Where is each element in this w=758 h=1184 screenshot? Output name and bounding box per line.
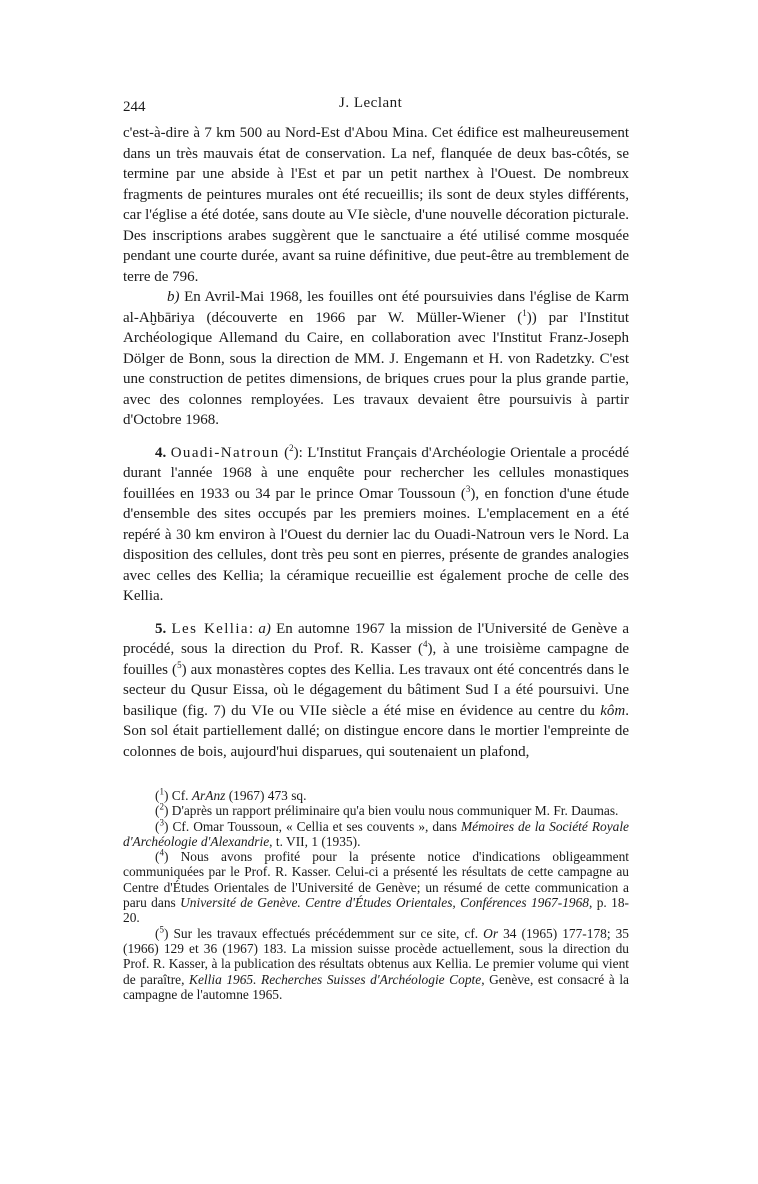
- footnote-italic: Université de Genève. Centre d'Études Orientales, Conférences 1967-1968: [180, 895, 589, 911]
- footnote-marker: 5: [159, 924, 164, 935]
- running-title: J. Leclant: [339, 95, 403, 111]
- footnote-marker: 3: [159, 817, 164, 828]
- footnote-ref: 1: [522, 307, 527, 318]
- item-label: a): [258, 620, 271, 637]
- footnote-italic: Mémoires de la Société Royale d'Archéologie d'Alexandrie: [123, 818, 629, 849]
- footnote-1: ($^1$) Cf. ArAnz (1967) 473 sq.: [155, 786, 307, 803]
- footnote-ref: 2: [289, 442, 294, 453]
- footnote-italic: Kellia 1965. Recherches Suisses d'Archéologie Copte: [189, 971, 482, 987]
- paragraph-text: . Son sol était partiellement dallé; on distingue encore dans le mortier l'empreinte de colonnes de bois, aujourd'hui disparues, qui soutenaient un plafond,: [123, 702, 629, 760]
- section-place: Les Kellia: [171, 620, 249, 637]
- paragraph-text: ), à une troisième campagne de fouilles (: [123, 641, 629, 678]
- footnote-3: ($^3$) Cf. Omar Toussoun, « Cellia et ses couvents », dans Mémoires de la Société Royale d'Archéologie d'Alexandrie, t. VII, 1 (1935).: [123, 817, 629, 849]
- paragraph-text: En automne 1967 la mission de l'Université de Genève a procédé, sous la direction du Prof. R. Kasser (: [123, 620, 630, 657]
- section-place: Ouadi-Natroun: [170, 444, 280, 461]
- footnote-4: ($^4$) Nous avons profité pour la présente notice d'indications obligeamment communiquées par le Prof. R. Kasser. Celui-ci a présenté les résultats de cette campagne au Centre d'Études Orientales de l'Université de Genève; un résumé de cette communication a paru dans Université de Genève. Centre d'Études Orientales, Conférences 1967-1968, p. 18-20.: [123, 847, 629, 926]
- footnote-text: D'après un rapport préliminaire qu'a bien voulu nous communiquer M. Fr. Daumas.: [168, 803, 619, 819]
- italic-term: kôm: [600, 702, 626, 719]
- section-number: 4.: [155, 444, 167, 461]
- page-number: 244: [123, 99, 146, 115]
- paragraph-text: :: [249, 620, 259, 637]
- footnote-marker: 4: [159, 847, 164, 858]
- paragraph-abou-mina: [123, 123, 629, 287]
- page-header: [123, 95, 629, 117]
- document-page: [123, 95, 629, 1002]
- footnote-italic: Or: [483, 925, 499, 941]
- paragraph-text: c'est-à-dire à 7 km 500 au Nord-Est d'Abou Mina. Cet édifice est malheureusement dans un très mauvais état de conservation. La nef, flanquée de deux bas-côtés, se termine par une abside à l'Est et par un petit narthex à l'Ouest. De nombreux fragments de peintures murales ont été recueillis; ils sont de deux styles différents, car l'église a été dotée, sans doute au VIe siècle, d'une nouvelle décoration picturale. Des inscriptions arabes suggèrent que le sanctuaire a été utilisé comme mosquée pendant une courte durée, avant sa ruine définitive, due peut-être au tremblement de terre de 796.: [123, 125, 629, 285]
- footnote-text: Cf. Omar Toussoun, « Cellia et ses couvents », dans: [168, 818, 461, 834]
- section-ouadi-natroun: [123, 443, 629, 607]
- footnote-text: Cf.: [168, 788, 192, 803]
- footnote-marker: 1: [159, 786, 164, 797]
- footnote-ref: 4: [423, 639, 428, 649]
- main-text: [123, 123, 629, 762]
- paragraph-text: ) aux monastères coptes des Kellia. Les travaux ont été concentrés dans le secteur du Qusur Eissa, où le dégagement du bâtiment Sud I a été poursuivi. Une basilique (fig. 7) du VIe ou VIIe siècle a été mise en évidence au centre du: [123, 661, 629, 719]
- section-kellia: [123, 619, 629, 763]
- footnote-5: ($^5$) Sur les travaux effectués précédemment sur ce site, cf. Or 34 (1965) 177-178; 35 (1966) 129 et 36 (1967) 183. La mission suisse procède actuellement, sous la direction du Prof. R. Kasser, à la publication des résultats obtenus aux Kellia. Le premier volume qui vient de paraître, Kellia 1965. Recherches Suisses d'Archéologie Copte, Genève, est consacré à la campagne de l'automne 1965.: [123, 924, 629, 1002]
- paragraph-text: (: [279, 444, 290, 461]
- paragraph-text: )) par l'Institut Archéologique Allemand du Caire, en collaboration avec l'Institut Franz-Joseph Dölger de Bonn, sous la direction de MM. J. Engemann et H. von Radetzky. C'est une construction de petites dimensions, de briques crues pour la plus grande partie, avec des colonnes remployées. Les travaux devaient être poursuivis à partir d'Octobre 1968.: [123, 309, 629, 428]
- footnotes: [123, 788, 629, 1002]
- section-number: 5.: [155, 620, 167, 637]
- paragraph-karm-al-akhbariya: [123, 287, 629, 431]
- footnote-text: , p. 18-20.: [123, 895, 629, 926]
- footnote-text: , Genève, est consacré à la campagne de l'automne 1965.: [123, 971, 629, 1002]
- paragraph-text: ): L'Institut Français d'Archéologie Orientale a procédé durant l'année 1968 à une enquête pour rechercher les cellules monastiques fouillées en 1933 ou 34 par le prince Omar Toussoun (: [123, 444, 629, 502]
- item-label: b): [167, 289, 180, 305]
- footnote-marker: 2: [159, 801, 164, 812]
- footnote-ref: 3: [465, 483, 471, 494]
- footnote-ref: 5: [177, 659, 182, 670]
- footnote-text: (1967) 473 sq.: [225, 788, 307, 803]
- paragraph-text: En Avril-Mai 1968, les fouilles ont été poursuivies dans l'église de Karm al-Aḫbāriya (découverte en 1966 par W. Müller-Wiener (: [123, 289, 629, 326]
- footnote-text: Nous avons profité pour la présente notice d'indications obligeamment communiquées par le Prof. R. Kasser. Celui-ci a présenté les résultats de cette campagne au Centre d'Études Orientales de l'Université de Genève; un résumé de cette communication a paru dans: [123, 849, 629, 911]
- paragraph-text: ), en fonction d'une étude d'ensemble des sites occupés par les premiers moines. L'emplacement en a été repéré à 30 km environ à l'Ouest du dernier lac du Ouadi-Natroun vers le Nord. La disposition des cellules, dont très peu sont en pierres, présente de grandes analogies avec celles des Kellia; la céramique recueillie est également proche de celle des Kellia.: [123, 485, 630, 604]
- footnote-text: Sur les travaux effectués précédemment sur ce site, cf.: [168, 925, 484, 941]
- footnote-text: 34 (1965) 177-178; 35 (1966) 129 et 36 (1967) 183. La mission suisse procède actuellement, sous la direction du Prof. R. Kasser, à la publication des résultats obtenus aux Kellia. Le premier volume qui vient de paraître,: [123, 925, 629, 987]
- footnote-italic: ArAnz: [191, 788, 226, 803]
- footnote-text: , t. VII, 1 (1935).: [269, 833, 361, 849]
- footnote-2: ($^2$) D'après un rapport préliminaire qu'a bien voulu nous communiquer M. Fr. Daumas.: [155, 801, 619, 819]
